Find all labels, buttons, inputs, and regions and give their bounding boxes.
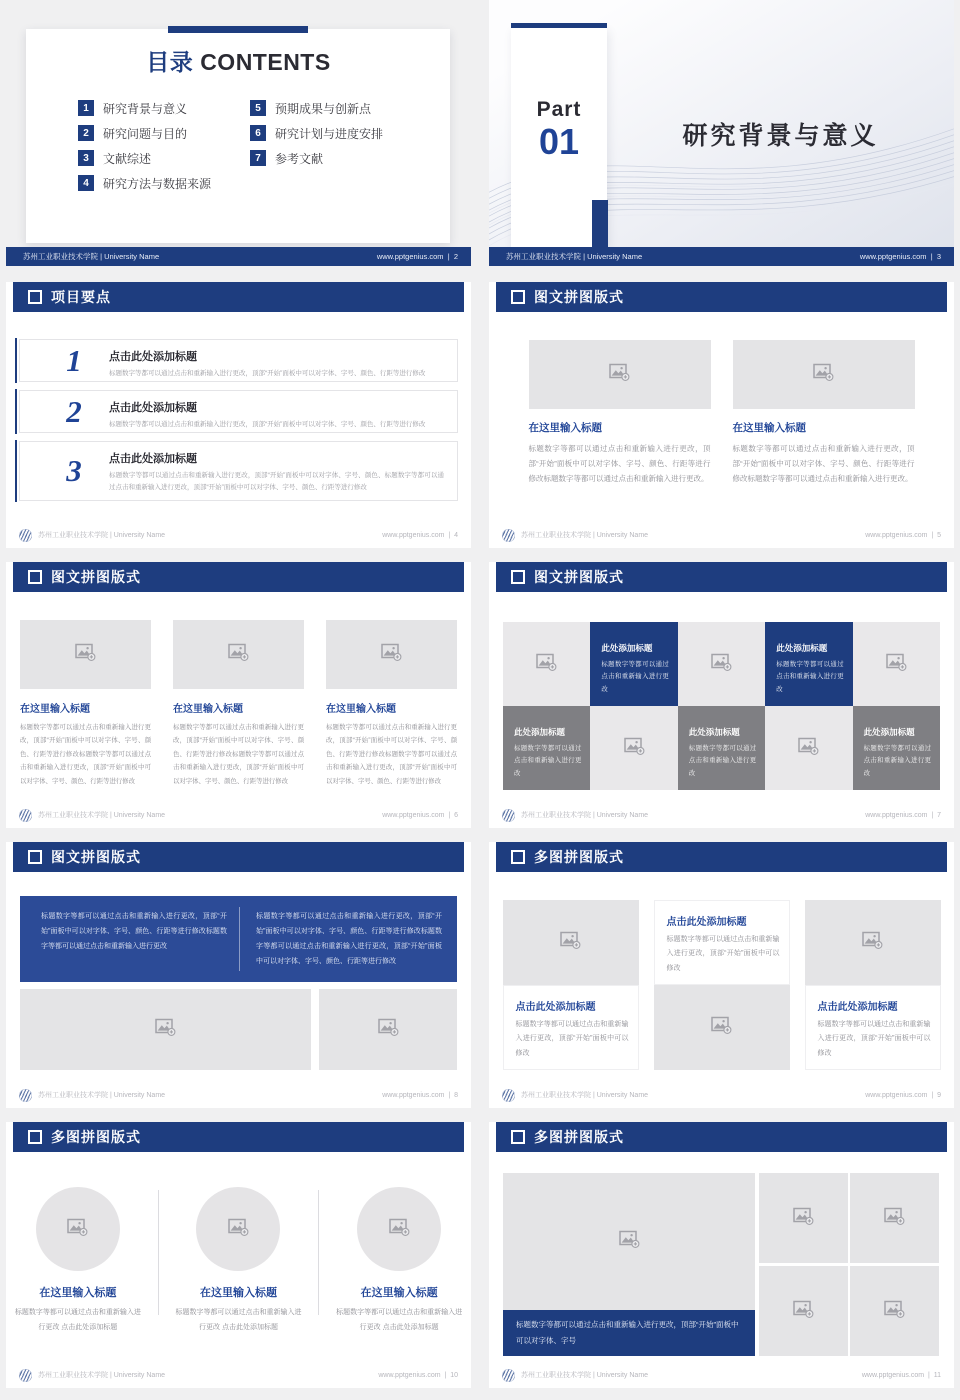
footer-site: www.pptgenius.com | 11 xyxy=(862,1372,941,1379)
toc-number-badge: 6 xyxy=(250,125,266,141)
footer-school: 苏州工业职业技术学院 | University Name xyxy=(38,1372,166,1379)
keypoint-body: 标题数字等都可以通过点击和重新输入进行更改，顶部“开始”面板中可以对字体、字号、颜色、行距等进行修改 xyxy=(109,370,426,377)
thumbnail-grid xyxy=(759,1173,939,1356)
image-placeholder-icon xyxy=(798,737,819,760)
image-placeholder xyxy=(503,1173,755,1310)
toc-number-badge: 3 xyxy=(78,150,94,166)
toc-item-label: 研究计划与进度安排 xyxy=(275,126,384,141)
footer-school: 苏州工业职业技术学院 | University Name xyxy=(23,252,160,261)
image-placeholder-icon xyxy=(884,1207,905,1230)
keypoint-number: 2 xyxy=(66,393,82,429)
image-placeholder-icon xyxy=(609,363,630,386)
image-placeholder xyxy=(173,620,304,689)
slide-header-title: 图文拼图版式 xyxy=(51,569,141,585)
footer-site: www.pptgenius.com | 10 xyxy=(378,1372,458,1379)
slide-header-title: 多图拼图版式 xyxy=(534,849,624,865)
footer-school: 苏州工业职业技术学院 | University Name xyxy=(521,1092,649,1099)
footer-site: www.pptgenius.com | 8 xyxy=(382,1092,458,1099)
toc-number-badge: 4 xyxy=(78,175,94,191)
checker-text-card xyxy=(503,985,639,1070)
slide-footer-band xyxy=(489,247,954,266)
image-placeholder-icon xyxy=(228,643,249,666)
section-title: 研究背景与意义 xyxy=(682,122,879,150)
square-bullet-icon xyxy=(28,1130,42,1144)
slide-mosaic[interactable] xyxy=(489,562,954,828)
banner-text-left: 标题数字等都可以通过点击和重新输入进行更改，顶部“开始”面板中可以对字体、字号、颜色、行距等进行修改标题数字等都可以通过点击和重新输入进行更改 xyxy=(41,913,227,951)
image-placeholder xyxy=(503,900,639,985)
column-title: 在这里输入标题 xyxy=(20,704,90,715)
slide-header-title: 项目要点 xyxy=(51,289,111,305)
page-number: | 5 xyxy=(927,532,941,539)
footer-school: 苏州工业职业技术学院 | University Name xyxy=(521,532,649,539)
school-logo-icon xyxy=(502,1089,515,1102)
school-logo-icon xyxy=(502,809,515,822)
image-placeholder xyxy=(590,706,677,790)
keypoint-row xyxy=(19,390,458,433)
slide-header-bar xyxy=(496,282,947,312)
banner-text-block xyxy=(20,896,457,982)
slide-footer xyxy=(19,528,458,542)
slide-header-bar xyxy=(13,562,464,592)
toc-item xyxy=(78,125,211,141)
accent-line xyxy=(15,389,17,434)
mosaic-text-tile xyxy=(678,706,765,790)
circle-image-placeholder xyxy=(357,1187,441,1271)
tile-body: 标题数字等都可以通过点击和重新输入进行更改 xyxy=(863,745,931,777)
image-placeholder xyxy=(529,340,711,409)
toc-title-zh: 目录 xyxy=(146,49,194,75)
image-placeholder-icon xyxy=(67,1218,88,1241)
square-bullet-icon xyxy=(511,290,525,304)
circle-column xyxy=(167,1187,311,1335)
image-placeholder xyxy=(503,622,590,706)
page-number: | 2 xyxy=(444,252,458,261)
image-placeholder-icon xyxy=(155,1018,176,1041)
image-placeholder xyxy=(733,340,915,409)
image-placeholder xyxy=(850,1173,939,1263)
slide-footer xyxy=(19,1088,458,1102)
toc-item xyxy=(250,125,383,141)
page-number: | 10 xyxy=(441,1372,458,1379)
checker-column xyxy=(805,900,941,1070)
square-bullet-icon xyxy=(28,290,42,304)
image-placeholder-icon xyxy=(560,931,581,954)
school-logo-icon xyxy=(19,1089,32,1102)
toc-number-badge: 7 xyxy=(250,150,266,166)
toc-item-label: 研究方法与数据来源 xyxy=(103,176,212,191)
circle-body: 标题数字等都可以通过点击和重新输入进行更改 点击此处添加标题 xyxy=(14,1309,141,1331)
square-bullet-icon xyxy=(28,850,42,864)
slide-header-bar xyxy=(496,562,947,592)
footer-site: www.pptgenius.com | 5 xyxy=(865,532,941,539)
toc-item-label: 研究问题与目的 xyxy=(103,126,188,141)
card-body: 标题数字等都可以通过点击和重新输入进行更改，顶部“开始”面板中可以修改 xyxy=(817,1021,931,1057)
tile-body: 标题数字等都可以通过点击和重新输入进行更改 xyxy=(601,661,669,693)
footer-school: 苏州工业职业技术学院 | University Name xyxy=(521,812,649,819)
content-column xyxy=(20,620,151,788)
image-placeholder-icon xyxy=(378,1018,399,1041)
image-placeholder xyxy=(805,900,941,985)
image-placeholder-icon xyxy=(793,1207,814,1230)
circle-image-placeholder xyxy=(36,1187,120,1271)
image-placeholder-icon xyxy=(711,1016,732,1039)
image-placeholder xyxy=(853,622,940,706)
slide-header-bar xyxy=(496,1122,947,1152)
square-bullet-icon xyxy=(28,570,42,584)
footer-site: www.pptgenius.com | 7 xyxy=(865,812,941,819)
footer-site: www.pptgenius.com | 6 xyxy=(382,812,458,819)
toc-item xyxy=(78,150,211,166)
content-column xyxy=(326,620,457,788)
image-placeholder-icon xyxy=(862,931,883,954)
image-placeholder xyxy=(678,622,765,706)
toc-column-left xyxy=(78,100,211,200)
keypoint-number: 3 xyxy=(66,453,82,488)
toc-item xyxy=(78,100,211,116)
page-number: | 8 xyxy=(444,1092,458,1099)
footer-site: www.pptgenius.com | 2 xyxy=(377,252,458,261)
card-body: 标题数字等都可以通过点击和重新输入进行更改，顶部“开始”面板中可以修改 xyxy=(515,1021,629,1057)
keypoint-title: 点击此处添加标题 xyxy=(109,402,197,414)
school-logo-icon xyxy=(19,529,32,542)
tile-body: 标题数字等都可以通过点击和重新输入进行更改 xyxy=(514,745,582,777)
image-caption: 标题数字等都可以通过点击和重新输入进行更改，顶部“开始”面板中可以对字体、字号 xyxy=(503,1310,755,1356)
checker-column xyxy=(503,900,639,1070)
circle-title: 在这里输入标题 xyxy=(39,1287,117,1299)
banner-text-right: 标题数字等都可以通过点击和重新输入进行更改，顶部“开始”面板中可以对字体、字号、颜色、行距等进行修改标题数字等都可以通过点击和重新输入进行更改，顶部“开始”面板中可以对字体、字号、颜色、行距等进行修改 xyxy=(256,913,442,966)
circle-body: 标题数字等都可以通过点击和重新输入进行更改 点击此处添加标题 xyxy=(336,1309,463,1331)
page-number: | 9 xyxy=(927,1092,941,1099)
footer-site: www.pptgenius.com | 4 xyxy=(382,532,458,539)
toc-item xyxy=(250,100,383,116)
image-placeholder xyxy=(20,989,311,1070)
slide-header-title: 多图拼图版式 xyxy=(51,1129,141,1145)
image-placeholder xyxy=(850,1266,939,1356)
part-label: Part xyxy=(536,97,582,121)
image-placeholder-icon xyxy=(381,643,402,666)
image-placeholder xyxy=(319,989,457,1070)
slide-footer-band xyxy=(6,247,471,266)
slide-footer xyxy=(502,1088,941,1102)
mosaic-grid xyxy=(503,622,940,790)
column-divider xyxy=(318,1190,319,1315)
image-placeholder xyxy=(765,706,852,790)
card-title: 点击此处添加标题 xyxy=(515,1002,596,1013)
toc-column-right xyxy=(250,100,383,175)
toc-item xyxy=(78,175,211,191)
image-placeholder-icon xyxy=(228,1218,249,1241)
column-title: 在这里输入标题 xyxy=(732,422,806,434)
toc-title-en: CONTENTS xyxy=(200,49,331,75)
content-column xyxy=(173,620,304,788)
slide-checkerboard[interactable] xyxy=(489,842,954,1108)
image-placeholder-icon xyxy=(75,643,96,666)
column-divider xyxy=(158,1190,159,1315)
tile-body: 标题数字等都可以通过点击和重新输入进行更改 xyxy=(688,745,757,777)
column-body: 标题数字等都可以通过点击和重新输入进行更改，顶部“开始”面板中可以对字体、字号、颜色、行距等进行修改标题数字等都可以通过点击和重新输入进行更改。 xyxy=(732,444,915,483)
footer-site: www.pptgenius.com | 3 xyxy=(860,252,941,261)
circle-title: 在这里输入标题 xyxy=(199,1287,277,1299)
keypoint-row xyxy=(19,339,458,382)
page-number: | 6 xyxy=(444,812,458,819)
toc-item xyxy=(250,150,383,166)
slide-header-title: 图文拼图版式 xyxy=(534,289,624,305)
content-column xyxy=(529,340,711,486)
slide-toc[interactable] xyxy=(6,0,471,266)
image-placeholder xyxy=(326,620,457,689)
slide-header-title: 图文拼图版式 xyxy=(534,569,624,585)
slide-header-title: 图文拼图版式 xyxy=(51,849,141,865)
mosaic-text-tile xyxy=(590,622,677,706)
footer-school: 苏州工业职业技术学院 | University Name xyxy=(506,252,643,261)
checker-column xyxy=(654,900,790,1070)
slide-footer xyxy=(19,1368,458,1382)
slide-circles[interactable] xyxy=(6,1122,471,1388)
checker-text-card xyxy=(805,985,941,1070)
keypoint-title: 点击此处添加标题 xyxy=(109,453,197,465)
accent-line xyxy=(15,440,17,502)
part-number: 01 xyxy=(538,120,580,162)
toc-item-label: 预期成果与创新点 xyxy=(275,101,372,116)
page-number: | 7 xyxy=(927,812,941,819)
image-placeholder-icon xyxy=(884,1300,905,1323)
school-logo-icon xyxy=(502,1369,515,1382)
square-bullet-icon xyxy=(511,570,525,584)
image-placeholder xyxy=(20,620,151,689)
circle-body: 标题数字等都可以通过点击和重新输入进行更改 点击此处添加标题 xyxy=(175,1309,302,1331)
column-body: 标题数字等都可以通过点击和重新输入进行更改，顶部“开始”面板中可以对字体、字号、颜色、行距等进行修改标题数字等都可以通过点击和重新输入进行更改，顶部“开始”面板中可以对字体、字号、颜色、行距等进行修改 xyxy=(20,724,151,785)
slide-big-grid[interactable] xyxy=(489,1122,954,1388)
image-placeholder-icon xyxy=(793,1300,814,1323)
card-title: 点击此处添加标题 xyxy=(817,1002,898,1013)
slide-header-bar xyxy=(496,842,947,872)
card-title: 点击此处添加标题 xyxy=(666,917,747,928)
slide-footer xyxy=(502,1368,941,1382)
tile-title: 此处添加标题 xyxy=(514,727,566,737)
circle-column xyxy=(6,1187,150,1335)
big-image-block xyxy=(503,1173,755,1356)
keypoint-title: 点击此处添加标题 xyxy=(109,351,197,363)
slide-header-bar xyxy=(13,842,464,872)
slide-banner[interactable] xyxy=(6,842,471,1108)
toc-item-label: 研究背景与意义 xyxy=(103,101,188,116)
column-title: 在这里输入标题 xyxy=(326,704,396,715)
slide-pic-text-3col[interactable] xyxy=(6,562,471,828)
slide-header-bar xyxy=(13,282,464,312)
image-placeholder-icon xyxy=(624,737,645,760)
slide-header-title: 多图拼图版式 xyxy=(534,1129,624,1145)
tile-title: 此处添加标题 xyxy=(776,643,828,653)
checker-text-card xyxy=(654,900,790,985)
tile-title: 此处添加标题 xyxy=(601,643,653,653)
toc-title xyxy=(6,44,471,77)
school-logo-icon xyxy=(502,529,515,542)
keypoint-body: 标题数字等都可以通过点击和重新输入进行更改，顶部“开始”面板中可以对字体、字号、颜色、标题数字等都可以通过点击和重新输入进行更改，顶部“开始”面板中可以对字体、字号、颜色、行距等进行修改 xyxy=(109,472,444,491)
image-placeholder xyxy=(759,1173,848,1263)
slide-footer xyxy=(502,808,941,822)
image-placeholder-icon xyxy=(886,653,907,676)
image-placeholder xyxy=(759,1266,848,1356)
toc-item-label: 参考文献 xyxy=(275,151,324,166)
keypoint-number: 1 xyxy=(66,342,82,378)
footer-school: 苏州工业职业技术学院 | University Name xyxy=(38,1092,166,1099)
footer-school: 苏州工业职业技术学院 | University Name xyxy=(38,532,166,539)
column-body: 标题数字等都可以通过点击和重新输入进行更改，顶部“开始”面板中可以对字体、字号、颜色、行距等进行修改标题数字等都可以通过点击和重新输入进行更改，顶部“开始”面板中可以对字体、字号、颜色、行距等进行修改 xyxy=(326,724,457,785)
footer-school: 苏州工业职业技术学院 | University Name xyxy=(521,1372,649,1379)
slide-footer xyxy=(19,808,458,822)
mosaic-text-tile xyxy=(765,622,852,706)
page-number: | 3 xyxy=(927,252,941,261)
toc-number-badge: 1 xyxy=(78,100,94,116)
part-corner-accent xyxy=(592,200,608,247)
keypoint-row xyxy=(19,441,458,501)
mosaic-text-tile xyxy=(853,706,940,790)
school-logo-icon xyxy=(19,809,32,822)
tile-body: 标题数字等都可以通过点击和重新输入进行更改 xyxy=(776,661,844,693)
circle-title: 在这里输入标题 xyxy=(360,1287,438,1299)
toc-tab-bar xyxy=(168,26,308,33)
image-placeholder xyxy=(654,985,790,1070)
column-title: 在这里输入标题 xyxy=(528,422,602,434)
image-placeholder-icon xyxy=(389,1218,410,1241)
circle-image-placeholder xyxy=(196,1187,280,1271)
column-title: 在这里输入标题 xyxy=(173,704,243,715)
keypoint-body: 标题数字等都可以通过点击和重新输入进行更改，顶部“开始”面板中可以对字体、字号、颜色、行距等进行修改 xyxy=(109,421,426,428)
square-bullet-icon xyxy=(511,850,525,864)
slide-header-bar xyxy=(13,1122,464,1152)
footer-site: www.pptgenius.com | 9 xyxy=(865,1092,941,1099)
slide-footer xyxy=(502,528,941,542)
column-body: 标题数字等都可以通过点击和重新输入进行更改，顶部“开始”面板中可以对字体、字号、颜色、行距等进行修改标题数字等都可以通过点击和重新输入进行更改，顶部“开始”面板中可以对字体、字号、颜色、行距等进行修改 xyxy=(173,724,304,785)
slide-pic-text-2col[interactable] xyxy=(489,282,954,548)
square-bullet-icon xyxy=(511,1130,525,1144)
slide-section-cover[interactable] xyxy=(489,0,954,266)
school-logo-icon xyxy=(19,1369,32,1382)
toc-number-badge: 5 xyxy=(250,100,266,116)
toc-number-badge: 2 xyxy=(78,125,94,141)
slide-keypoints[interactable] xyxy=(6,282,471,548)
page-number: | 4 xyxy=(444,532,458,539)
accent-line xyxy=(15,338,17,383)
toc-item-label: 文献综述 xyxy=(103,151,152,166)
card-body: 标题数字等都可以通过点击和重新输入进行更改，顶部“开始”面板中可以修改 xyxy=(666,936,780,972)
column-body: 标题数字等都可以通过点击和重新输入进行更改，顶部“开始”面板中可以对字体、字号、颜色、行距等进行修改标题数字等都可以通过点击和重新输入进行更改。 xyxy=(528,444,711,483)
circle-column xyxy=(327,1187,471,1335)
banner-divider xyxy=(239,907,240,971)
content-column xyxy=(733,340,915,486)
image-placeholder-icon xyxy=(711,653,732,676)
tile-title: 此处添加标题 xyxy=(863,727,915,737)
image-placeholder-icon xyxy=(813,363,834,386)
mosaic-text-tile xyxy=(503,706,590,790)
image-placeholder-icon xyxy=(619,1230,640,1253)
footer-school: 苏州工业职业技术学院 | University Name xyxy=(38,812,166,819)
tile-title: 此处添加标题 xyxy=(688,727,740,737)
page-number: | 11 xyxy=(924,1372,941,1379)
image-placeholder-icon xyxy=(536,653,557,676)
